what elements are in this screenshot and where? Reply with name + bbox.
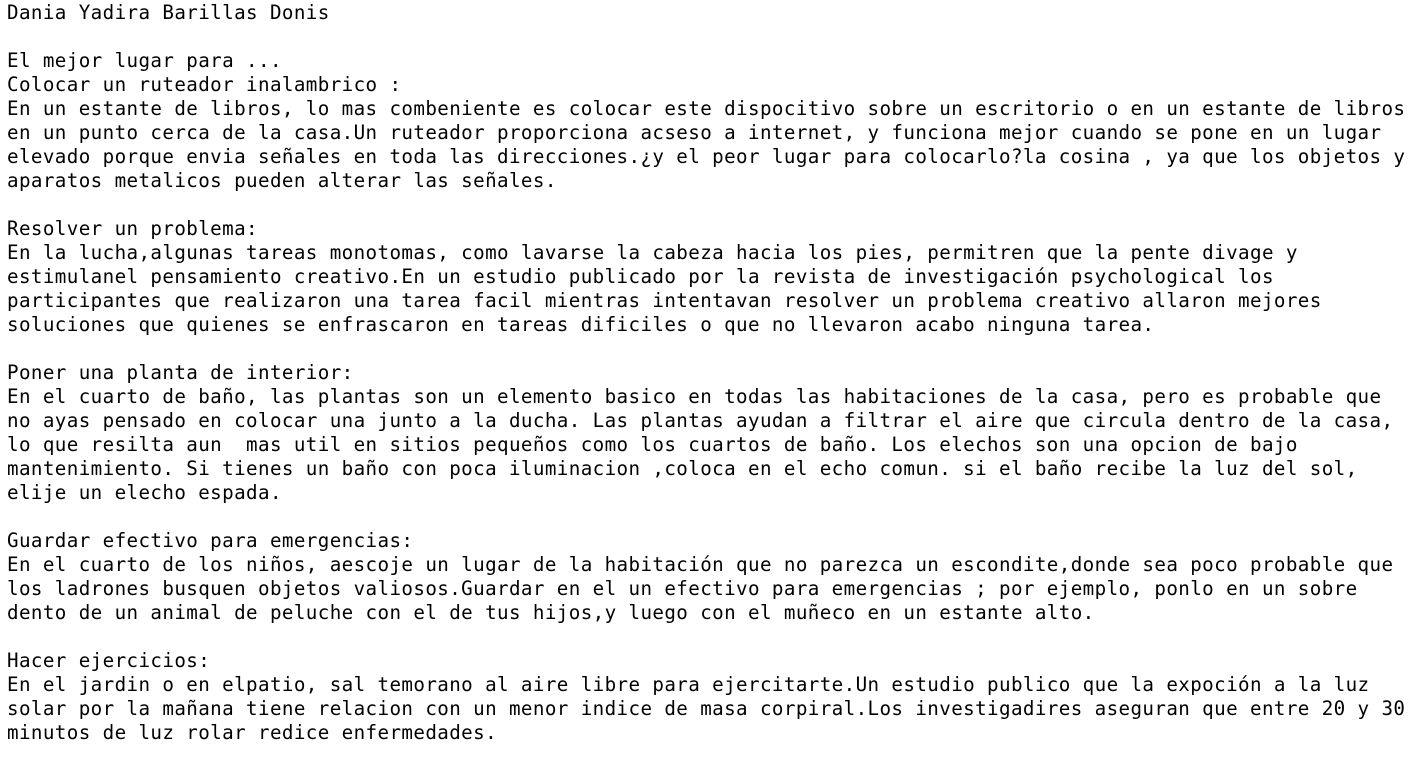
section-heading: Colocar un ruteador inalambrico : <box>7 73 402 96</box>
paragraph-line: minutos de luz rolar redice enfermedades. <box>7 721 498 744</box>
section-heading: Hacer ejercicios: <box>7 649 211 672</box>
section-heading: Guardar efectivo para emergencias: <box>7 529 414 552</box>
section-router <box>7 73 1416 193</box>
paragraph-line: soluciones que quienes se enfrascaron en tareas dificiles o que no llevaron acabo ninguna tarea. <box>7 313 1155 336</box>
spacer <box>7 337 1416 361</box>
section-heading: Resolver un problema: <box>7 217 258 240</box>
spacer <box>7 505 1416 529</box>
paragraph-line: En el cuarto de baño, las plantas son un elemento basico en todas las habitaciones de la casa, pero es probable que <box>7 385 1382 408</box>
paragraph-line: mantenimiento. Si tienes un baño con poca iluminacion ,coloca en el echo comun. si el baño recibe la luz del sol, <box>7 457 1358 480</box>
paragraph-line: dento de un animal de peluche con el de tus hijos,y luego con el muñeco en un estante alto. <box>7 601 1095 624</box>
paragraph-line: En un estante de libros, lo mas combeniente es colocar este dispocitivo sobre un escritorio o en un estante de libros <box>7 97 1406 120</box>
spacer <box>7 625 1416 649</box>
document-body <box>7 1 1416 745</box>
paragraph-line: En el cuarto de los niños, aescoje un lugar de la habitación que no parezca un escondite,donde sea poco probable que <box>7 553 1394 576</box>
section-plant <box>7 361 1416 505</box>
intro-line: El mejor lugar para ... <box>7 49 282 72</box>
section-cash <box>7 529 1416 625</box>
paragraph-line: participantes que realizaron una tarea facil mientras intentavan resolver un problema creativo allaron mejores <box>7 289 1322 312</box>
section-heading: Poner una planta de interior: <box>7 361 354 384</box>
paragraph-line: aparatos metalicos pueden alterar las señales. <box>7 169 557 192</box>
paragraph-line: lo que resilta aun mas util en sitios pequeños como los cuartos de baño. Los elechos son una opcion de bajo <box>7 433 1298 456</box>
spacer <box>7 193 1416 217</box>
paragraph-line: en un punto cerca de la casa.Un ruteador proporciona acseso a internet, y funciona mejor cuando se pone en un lugar <box>7 121 1382 144</box>
paragraph-line: elije un elecho espada. <box>7 481 282 504</box>
paragraph-line: los ladrones busquen objetos valiosos.Guardar en el un efectivo para emergencias ; por ejemplo, ponlo en un sobre <box>7 577 1358 600</box>
section-exercise <box>7 649 1416 745</box>
paragraph-line: En la lucha,algunas tareas monotomas, como lavarse la cabeza hacia los pies, permitren que la pente divage y <box>7 241 1298 264</box>
paragraph-line: En el jardin o en elpatio, sal temorano al aire libre para ejercitarte.Un estudio publico que la expoción a la luz <box>7 673 1370 696</box>
paragraph-line: elevado porque envia señales en toda las direcciones.¿y el peor lugar para colocarlo?la cosina , ya que los objetos y <box>7 145 1406 168</box>
author-name: Dania Yadira Barillas Donis <box>7 1 330 24</box>
spacer <box>7 25 1416 49</box>
paragraph-line: solar por la mañana tiene relacion con un menor indice de masa corpiral.Los investigadires aseguran que entre 20 y 30 <box>7 697 1406 720</box>
paragraph-line: no ayas pensado en colocar una junto a la ducha. Las plantas ayudan a filtrar el aire que circula dentro de la casa, <box>7 409 1394 432</box>
paragraph-line: estimulanel pensamiento creativo.En un estudio publicado por la revista de investigación psychological los <box>7 265 1274 288</box>
section-problem <box>7 217 1416 337</box>
